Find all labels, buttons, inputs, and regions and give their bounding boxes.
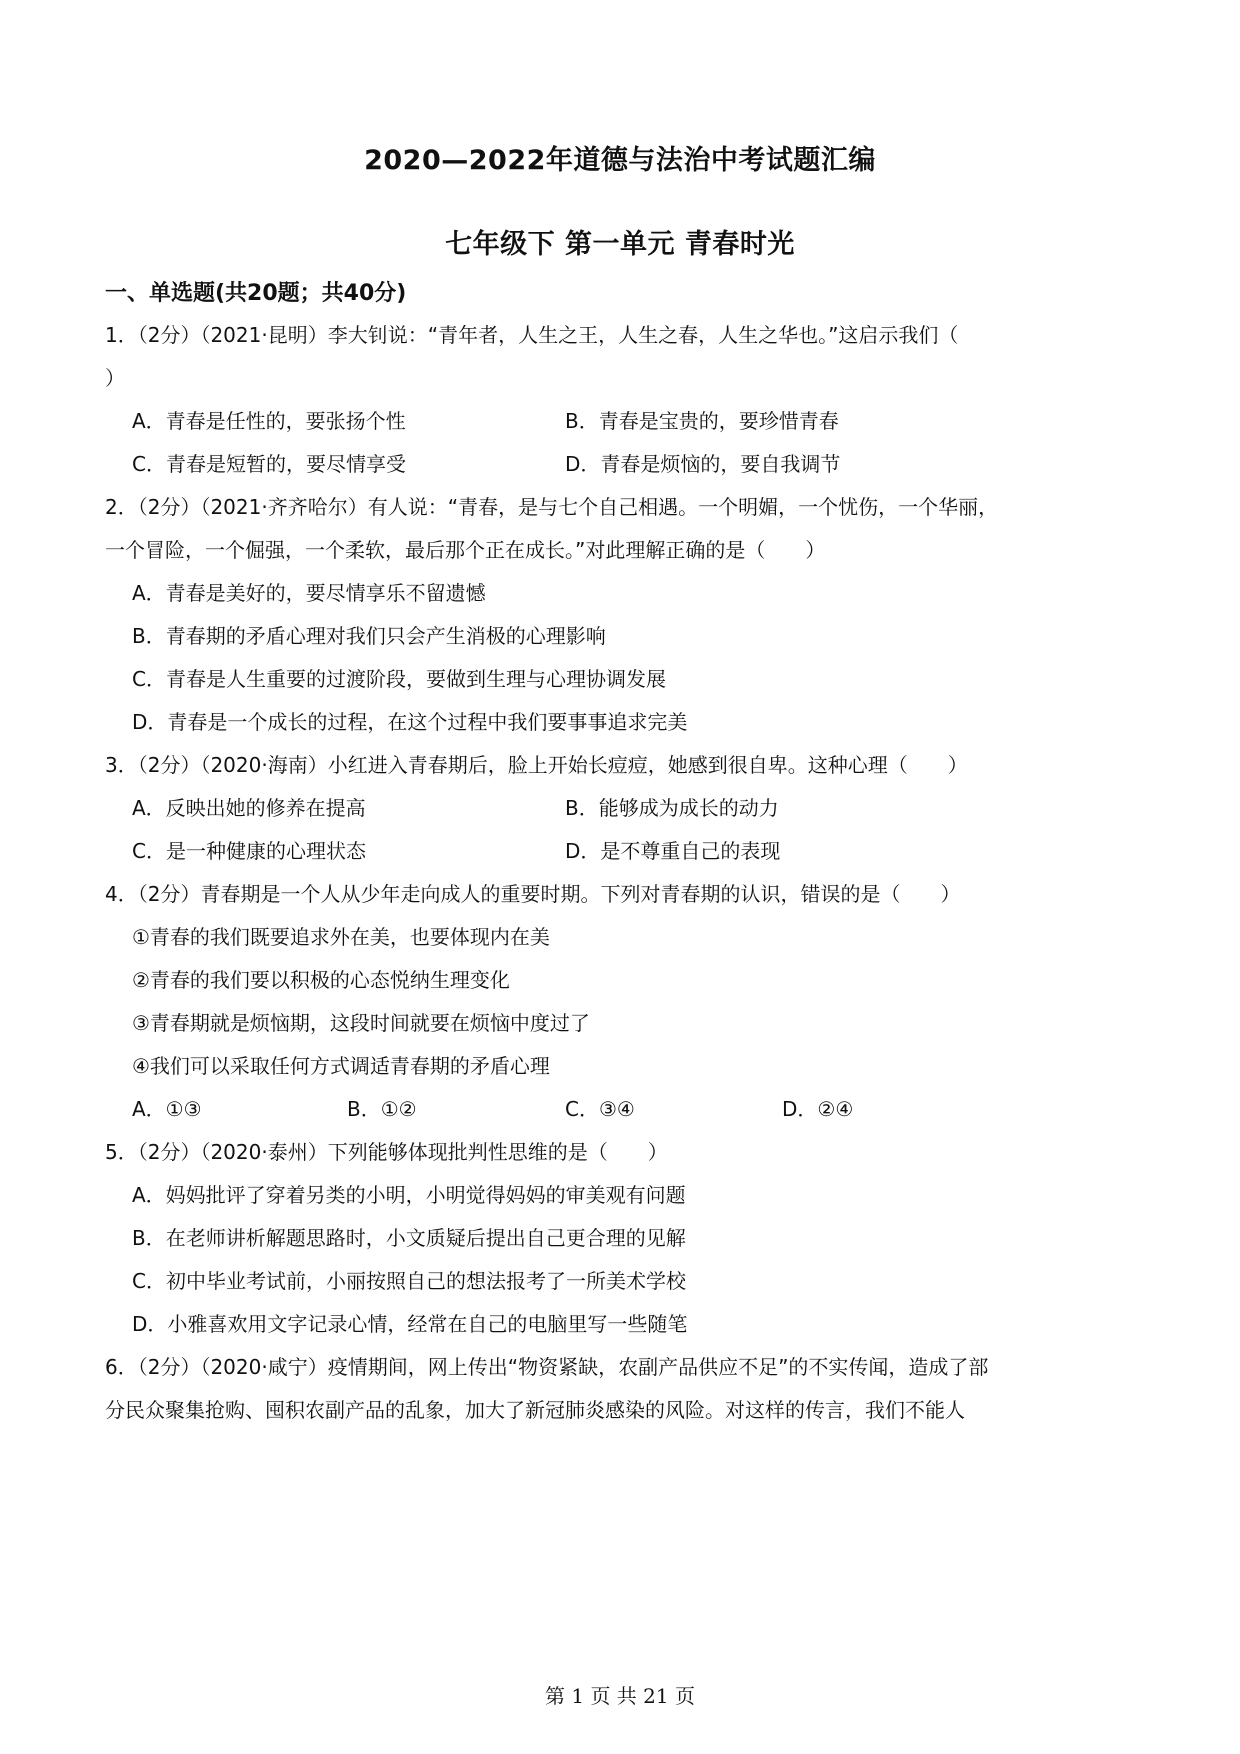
document-subtitle: 七年级下 第一单元 青春时光: [445, 229, 795, 260]
question-3-stem-line-1: 3．（2分）（2020·海南）小红进入青春期后，脸上开始长痘痘，她感到很自卑。这种心理（ ）: [105, 753, 968, 777]
question-3-option-b: B．能够成为成长的动力: [565, 796, 779, 820]
question-1-option-c: C．青春是短暂的，要尽情享受: [132, 452, 406, 476]
document-title: 2020—2022年道德与法治中考试题汇编: [364, 145, 876, 176]
question-1-stem-line-2: ）: [105, 366, 125, 390]
question-3-option-a: A．反映出她的修养在提高: [132, 796, 366, 820]
question-4-statement-2: ②青春的我们要以积极的心态悦纳生理变化: [132, 968, 510, 992]
question-2-option-a: A．青春是美好的，要尽情享乐不留遗憾: [132, 581, 486, 605]
question-4-statement-1: ①青春的我们既要追求外在美，也要体现内在美: [132, 925, 550, 949]
question-2-stem-line-2: 一个冒险，一个倔强，一个柔软，最后那个正在成长。”对此理解正确的是（ ）: [105, 538, 826, 562]
question-4-stem-line-1: 4．（2分）青春期是一个人从少年走向成人的重要时期。下列对青春期的认识，错误的是（ ）: [105, 882, 961, 906]
question-1-stem-line-1: 1．（2分）（2021·昆明）李大钊说：“青年者，人生之王，人生之春，人生之华也。”这启示我们（: [105, 323, 959, 347]
question-4-option-d: D．②④: [782, 1097, 854, 1121]
section-heading: 一、单选题(共20题；共40分): [105, 281, 407, 306]
question-6-stem-line-2: 分民众聚集抢购、囤积农副产品的乱象，加大了新冠肺炎感染的风险。对这样的传言，我们不能人: [105, 1398, 965, 1422]
question-2-option-d: D．青春是一个成长的过程，在这个过程中我们要事事追求完美: [132, 710, 688, 734]
question-4-option-b: B．①②: [347, 1097, 417, 1121]
question-1-option-d: D．青春是烦恼的，要自我调节: [565, 452, 841, 476]
question-2-option-c: C．青春是人生重要的过渡阶段，要做到生理与心理协调发展: [132, 667, 666, 691]
question-5-option-a: A．妈妈批评了穿着另类的小明，小明觉得妈妈的审美观有问题: [132, 1183, 686, 1207]
question-5-option-c: C．初中毕业考试前，小丽按照自己的想法报考了一所美术学校: [132, 1269, 686, 1293]
question-6-stem-line-1: 6．（2分）（2020·咸宁）疫情期间，网上传出“物资紧缺，农副产品供应不足”的不实传闻，造成了部: [105, 1355, 989, 1379]
question-4-statement-4: ④我们可以采取任何方式调适青春期的矛盾心理: [132, 1054, 550, 1078]
page-number: 第 1 页 共 21 页: [545, 1684, 695, 1708]
question-4-option-c: C．③④: [565, 1097, 635, 1121]
question-1-option-b: B．青春是宝贵的，要珍惜青春: [565, 409, 839, 433]
question-3-option-c: C．是一种健康的心理状态: [132, 839, 366, 863]
question-1-option-a: A．青春是任性的，要张扬个性: [132, 409, 406, 433]
question-2-stem-line-1: 2．（2分）（2021·齐齐哈尔）有人说：“青春，是与七个自己相遇。一个明媚，一个忧伤，一个华丽，: [105, 495, 999, 519]
question-4-statement-3: ③青春期就是烦恼期，这段时间就要在烦恼中度过了: [132, 1011, 590, 1035]
question-2-option-b: B．青春期的矛盾心理对我们只会产生消极的心理影响: [132, 624, 606, 648]
question-4-option-a: A．①③: [132, 1097, 202, 1121]
question-5-option-b: B．在老师讲析解题思路时，小文质疑后提出自己更合理的见解: [132, 1226, 686, 1250]
question-5-stem-line-1: 5．（2分）（2020·泰州）下列能够体现批判性思维的是（ ）: [105, 1140, 668, 1164]
question-5-option-d: D．小雅喜欢用文字记录心情，经常在自己的电脑里写一些随笔: [132, 1312, 688, 1336]
question-3-option-d: D．是不尊重自己的表现: [565, 839, 781, 863]
